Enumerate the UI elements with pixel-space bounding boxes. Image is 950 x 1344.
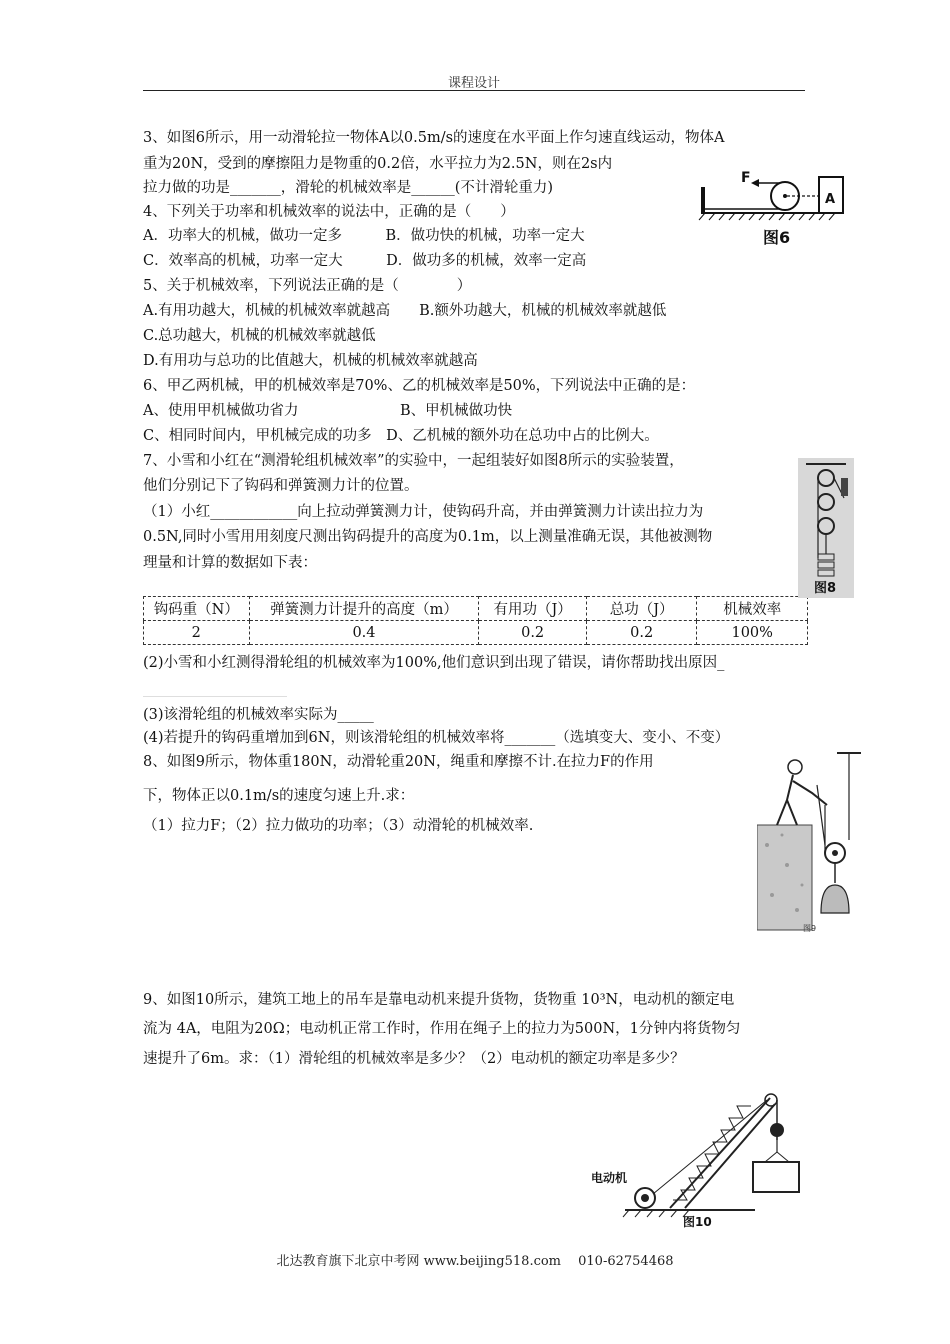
table-cell: 0.4 <box>249 621 479 645</box>
q7-line-1: 7、小雪和小红在“测滑轮组机械效率”的实验中，一起组装好如图8所示的实验装置， <box>143 453 684 469</box>
q4-options-cd: C．效率高的机械，功率一定大 D．做功多的机械，效率一定高 <box>143 253 587 269</box>
table-cell: 2 <box>144 621 250 645</box>
fig6-caption: 图6 <box>763 228 791 247</box>
q7-part3: (3)该滑轮组的机械效率实际为_____ <box>143 707 374 723</box>
q7-part1-line-2: 0.5N,同时小雪用用刻度尺测出钩码提升的高度为0.1m，以上测量准确无误，其他被测物 <box>143 529 713 545</box>
q7-part4: (4)若提升的钩码重增加到6N，则该滑轮组的机械效率将_______（选填变大、变小、不变） <box>143 730 730 746</box>
table-row <box>144 621 808 645</box>
table-header-cell: 弹簧测力计提升的高度（m） <box>249 597 479 621</box>
q9-line-3: 速提升了6m。求：（1）滑轮组的机械效率是多少？（2）电动机的额定功率是多少？ <box>143 1051 685 1067</box>
q8-line-3: （1）拉力F；（2）拉力做功的功率；（3）动滑轮的机械效率. <box>143 818 534 834</box>
table-cell: 0.2 <box>479 621 587 645</box>
fig8-caption: 图8 <box>814 581 837 596</box>
q6-options-ab: A、使用甲机械做功省力 B、甲机械做功快 <box>143 403 513 419</box>
q5-stem: 5、关于机械效率，下列说法正确的是（ ） <box>143 278 472 294</box>
q6-stem: 6、甲乙两机械，甲的机械效率是70%、乙的机械效率是50%，下列说法中正确的是： <box>143 378 696 394</box>
q9-line-1: 9、如图10所示，建筑工地上的吊车是靠电动机来提升货物，货物重 10³N，电动机的额定电 <box>143 992 735 1008</box>
q3-line-2: 重为20N，受到的摩擦阻力是物重的0.2倍，水平拉力为2.5N，则在2s内 <box>143 156 613 172</box>
fig9-caption: 图9 <box>803 924 817 933</box>
page-header: 课程设计 <box>447 76 500 91</box>
q3-line-1: 3、如图6所示，用一动滑轮拉一物体A以0.5m/s的速度在水平面上作匀速直线运动，物体A <box>143 130 725 146</box>
q5-options-ab: A.有用功越大，机械的机械效率就越高 B.额外功越大，机械的机械效率就越低 <box>143 303 667 319</box>
q9-line-2: 流为 4A，电阻为20Ω；电动机正常工作时，作用在绳子上的拉力为500N，1分钟内将货物匀 <box>143 1021 741 1037</box>
figure-6 <box>693 165 853 250</box>
q5-option-d: D.有用功与总功的比值越大，机械的机械效率就越高 <box>143 353 478 369</box>
q7-line-2: 他们分别记下了钩码和弹簧测力计的位置。 <box>143 478 419 494</box>
page-footer: 北达教育旗下北京中考网 www.beijing518.com 010-62754468 <box>276 1254 674 1269</box>
table-header-cell: 有用功（J） <box>479 597 587 621</box>
q7-part1-line-1: （1）小红____________向上拉动弹簧测力计，使钩码升高，并由弹簧测力计读出拉力为 <box>143 504 704 520</box>
figure-10 <box>585 1080 810 1230</box>
fig10-motor-label: 电动机 <box>591 1171 628 1185</box>
table-header-cell: 钩码重（N） <box>144 597 250 621</box>
q7-part1-line-3: 理量和计算的数据如下表： <box>143 555 317 571</box>
figure-9 <box>757 745 862 935</box>
header-rule <box>143 90 805 91</box>
q4-options-ab: A．功率大的机械，做功一定多 B．做功快的机械，功率一定大 <box>143 228 585 244</box>
fig6-force-label: F <box>741 170 751 186</box>
q4-stem: 4、下列关于功率和机械效率的说法中，正确的是（ ） <box>143 204 515 220</box>
table-cell: 0.2 <box>586 621 697 645</box>
q6-options-cd: C、相同时间内，甲机械完成的功多 D、乙机械的额外功在总功中占的比例大。 <box>143 428 659 444</box>
q8-line-2: 下，物体正以0.1m/s的速度匀速上升.求： <box>143 788 415 804</box>
fig6-block-label: A <box>825 192 836 207</box>
fig10-caption: 图10 <box>683 1215 712 1229</box>
q3-line-3: 拉力做的功是_______，滑轮的机械效率是______(不计滑轮重力) <box>143 180 554 196</box>
table-header-cell: 总功（J） <box>586 597 697 621</box>
q5-option-c: C.总功越大，机械的机械效率就越低 <box>143 328 376 344</box>
table-header-cell: 机械效率 <box>697 597 808 621</box>
table-header-row <box>144 597 808 621</box>
table-cell: 100% <box>697 621 808 645</box>
q8-line-1: 8、如图9所示，物体重180N，动滑轮重20N，绳重和摩擦不计.在拉力F的作用 <box>143 754 654 770</box>
data-table <box>143 596 808 645</box>
q7-part2-line-1: (2)小雪和小红测得滑轮组的机械效率为100%,他们意识到出现了错误，请你帮助找出原因_ <box>143 655 725 671</box>
figure-8 <box>798 458 854 598</box>
q7-part2-answer-line: ________________________ <box>143 683 287 697</box>
